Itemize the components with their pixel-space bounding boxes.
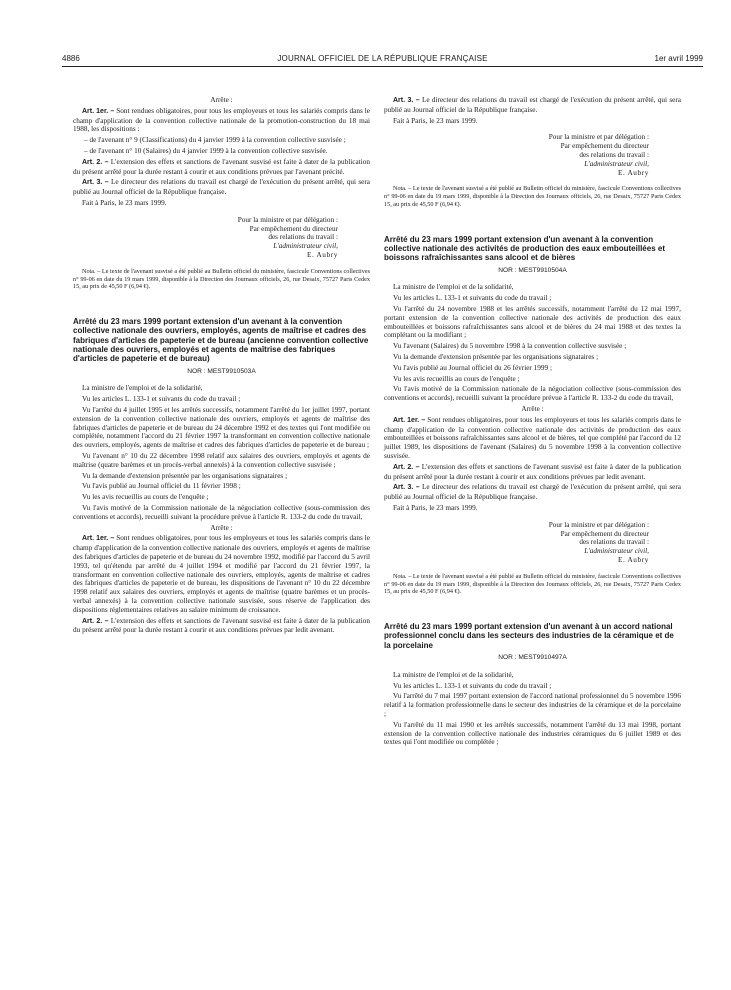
article-paragraph bbox=[384, 463, 681, 482]
fait-line: Fait à Paris, le 23 mars 1999. bbox=[393, 116, 478, 125]
decree-title: Arrêté du 23 mars 1999 portant extension d'un avenant à la convention collective nationale des activités de production des eaux embouteillées et boissons rafraîchissantes sans alcool et de bières bbox=[384, 234, 665, 263]
signature-name: E. Aubry bbox=[618, 168, 649, 177]
decree-title: Arrêté du 23 mars 1999 portant extension d'un avenant à la convention collective nationale des ouvriers, employés, agents de maîtrise et cadres des fabriques d'articles de papeterie et de bureau (ancienne convention collective nationale des ouvriers, employés et agents de maîtrise des fabriques d'articles de papeterie et de bureau) bbox=[73, 317, 369, 364]
body-paragraph: Vu l'avenant (Salaires) du 5 novembre 1998 à la convention collective susvisée ; bbox=[393, 342, 627, 351]
signature-line: L'administrateur civil, bbox=[584, 547, 649, 556]
body-paragraph: Vu les avis recueillis au cours de l'enquête ; bbox=[82, 493, 209, 502]
article-label: Art. 3. – bbox=[393, 97, 420, 104]
left-column bbox=[73, 96, 370, 637]
body-paragraph: Vu l'avis publié au Journal officiel du 11 février 1998 ; bbox=[82, 482, 241, 491]
body-paragraph: Vu la demande d'extension présentée par les organisations signataires ; bbox=[393, 353, 599, 362]
article-paragraph bbox=[73, 178, 370, 197]
article-label: Art. 2. – bbox=[82, 617, 109, 625]
page-number: 4886 bbox=[62, 54, 80, 63]
body-paragraph: Vu l'arrêté du 24 novembre 1988 et les arrêtés successifs, notamment l'arrêté du 12 mai 1997, portant extension de la convention collective nationale des activités de production des eaux embouteillées et boissons rafraîchissantes sans alcool et de bières du 24 mai 1988 et des textes la complétant ou la modifiant ; bbox=[384, 305, 681, 340]
body-paragraph: Vu les articles L. 133-1 et suivants du code du travail ; bbox=[82, 395, 241, 404]
article-paragraph bbox=[384, 96, 681, 115]
nor-reference: NOR : MEST9910497A bbox=[498, 654, 567, 662]
nota-note: Nota. – Le texte de l'avenant susvisé a été publié au Bulletin officiel du ministère, fascicule Conventions collectives n° 99-06 en date du 19 mars 1999, disponible à la Direction des Journaux officiels, 26, rue Desaix, 75727 Paris Cedex 15, au prix de 45,50 F (6,94 €). bbox=[384, 185, 681, 208]
article-paragraph bbox=[73, 534, 370, 614]
nota-note: Nota. – Le texte de l'avenant susvisé a été publié au Bulletin officiel du ministère, fascicule Conventions collectives n° 99-06 en date du 19 mars 1999, disponible à la Direction des Journaux officiels, 26, rue Desaix, 75727 Paris Cedex 15, au prix de 45,50 F (6,94 €). bbox=[73, 267, 370, 291]
list-item: – de l'avenant n° 10 (Salaires) du 4 janvier 1999 à la convention collective susvisée. bbox=[84, 146, 328, 155]
article-paragraph bbox=[73, 107, 370, 134]
body-paragraph: Vu l'arrêté du 4 juillet 1995 et les arrêtés successifs, notamment l'arrêté du 1er juillet 1997, portant extension de la convention collective nationale des ouvriers, employés et agents de maîtrise des fabriques d'articles de papeterie et de bureau du 24 décembre 1992 et des textes qui l'ont modifiée ou complétée, notamment l'accord du 21 février 1997 la transformant en convention collective nationale des ouvriers, employés, agents de maîtrise et cadres des fabriques d'articles de papeterie et de bureau ; bbox=[73, 406, 370, 450]
article-text: L'extension des effets et sanctions de l'avenant susvisé est faite à dater de la publication du présent arrêté pour la durée restant à courir et aux conditions prévues par ledit avenant. bbox=[384, 462, 682, 481]
body-paragraph: La ministre de l'emploi et de la solidarité, bbox=[393, 670, 514, 679]
fait-line: Fait à Paris, le 23 mars 1999. bbox=[82, 198, 167, 207]
signature-line: Pour la ministre et par délégation : bbox=[237, 215, 338, 224]
signature-line: des relations du travail : bbox=[579, 150, 649, 159]
body-paragraph: Vu la demande d'extension présentée par les organisations signataires ; bbox=[82, 471, 288, 480]
signature-line: Par empêchement du directeur bbox=[560, 529, 649, 538]
signature-line: L'administrateur civil, bbox=[273, 242, 338, 251]
signature-name: E. Aubry bbox=[618, 555, 649, 564]
header-rule bbox=[62, 66, 703, 67]
article-label: Art. 1er. – bbox=[393, 416, 426, 424]
signature-line: Par empêchement du directeur bbox=[560, 142, 649, 151]
journal-title: JOURNAL OFFICIEL DE LA RÉPUBLIQUE FRANÇAISE bbox=[277, 54, 488, 63]
body-paragraph: Vu l'arrêté du 11 mai 1990 et les arrêtés successifs, notamment l'arrêté du 13 mai 1998, portant extension de la convention collective nationale des industries céramiques du 6 juillet 1989 et des textes qui l'ont modifiée ou complétée ; bbox=[384, 720, 681, 747]
article-label: Art. 3. – bbox=[393, 484, 420, 492]
body-paragraph: La ministre de l'emploi et de la solidarité, bbox=[82, 384, 203, 393]
article-text: Le directeur des relations du travail est chargé de l'exécution du présent arrêté, qui sera publié au Journal officiel de la République française. bbox=[384, 483, 681, 502]
body-paragraph: La ministre de l'emploi et de la solidarité, bbox=[393, 283, 514, 292]
article-label: Art. 2. – bbox=[82, 158, 109, 166]
arrete-heading: Arrête : bbox=[521, 405, 544, 414]
nor-reference: NOR : MEST9910503A bbox=[187, 367, 256, 375]
body-paragraph: Vu l'avenant n° 10 du 22 décembre 1998 relatif aux salaires des ouvriers, employés et agents de maîtrise (quatre barèmes et un procès-verbal annexés) à la convention collective susvisée ; bbox=[73, 452, 370, 469]
article-text: L'extension des effets et sanctions de l'avenant susvisé est faite à dater de la publication du présent arrêté pour la durée restant à courir et aux conditions prévues par ledit avenant. bbox=[73, 616, 371, 635]
signature-line: Pour la ministre et par délégation : bbox=[548, 133, 649, 142]
article-text: L'extension des effets et sanctions de l'avenant susvisé est faite à dater de la publication du présent arrêté pour la durée restant à courir et aux conditions prévues par l'avenant précité. bbox=[73, 157, 371, 176]
article-text: Le directeur des relations du travail est chargé de l'exécution du présent arrêté, qui sera publié au Journal officiel de la République française. bbox=[384, 96, 681, 114]
signature-line: des relations du travail : bbox=[579, 538, 649, 547]
body-paragraph: Vu l'arrêté du 7 mai 1997 portant extension de l'accord national professionnel du 5 novembre 1996 relatif à la formation professionnelle dans le secteur des industries de la céramique et de la porcelaine ; bbox=[384, 692, 681, 719]
article-paragraph bbox=[384, 483, 681, 502]
article-paragraph bbox=[73, 158, 370, 177]
arrete-heading: Arrête : bbox=[210, 96, 233, 104]
decree-title: Arrêté du 23 mars 1999 portant extension d'un avenant à un accord national professionnel conclu dans les secteurs des industries de la céramique et de la porcelaine bbox=[384, 622, 674, 650]
article-text: Le directeur des relations du travail est chargé de l'exécution du présent arrêté, qui sera publié au Journal officiel de la République française. bbox=[73, 178, 370, 197]
signature-line: Par empêchement du directeur bbox=[249, 224, 338, 233]
signature-name: E. Aubry bbox=[307, 250, 338, 259]
body-paragraph: Vu les avis recueillis au cours de l'enquête ; bbox=[393, 374, 520, 383]
article-label: Art. 1er. – bbox=[82, 535, 115, 543]
signature-block bbox=[73, 216, 370, 260]
signature-line: Pour la ministre et par délégation : bbox=[548, 520, 649, 529]
article-text: Sont rendues obligatoires, pour tous les employeurs et tous les salariés compris dans le champ d'application de la convention collective nationale des activités de production des eaux embouteillées et boissons rafraîchissantes sans alcool et de bières, tel que complété par l'accord du 12 juillet 1989, les dispositions de l'avenant (Salaires) du 5 novembre 1998 à la convention collective susvisée. bbox=[384, 415, 681, 460]
article-label: Art. 3. – bbox=[82, 179, 109, 187]
body-paragraph: Vu l'avis motivé de la Commission nationale de la négociation collective (sous-commission des conventions et accords), recueilli suivant la procédure prévue à l'article R. 133-2 du code du travail, bbox=[73, 503, 370, 521]
body-paragraph: Vu les articles L. 133-1 et suivants du code du travail ; bbox=[393, 294, 552, 303]
signature-line: des relations du travail : bbox=[268, 233, 338, 242]
nota-note: Nota. – Le texte de l'avenant susvisé a été publié au Bulletin officiel du ministère, fascicule Conventions collectives n° 99-06 en date du 19 mars 1999, disponible à la Direction des Journaux officiels, 26, rue Desaix, 75727 Paris Cedex 15, au prix de 45,50 F (6,94 €). bbox=[384, 572, 681, 596]
article-paragraph bbox=[73, 617, 370, 636]
article-text: Sont rendues obligatoires, pour tous les employeurs et tous les salariés compris dans le champ d'application de la convention collective nationale des ouvriers, employés et agents de maîtrise des fabriques d'articles de papeterie et de bureau du 24 novembre 1992, modifié par l'accord du 5 avril 1993, tel qu'étendu par arrêté du 4 juillet 1994 et modifié par l'accord du 21 février 1997, la transformant en convention collective nationale des ouvriers, employés, agents de maîtrise et cadres des fabriques d'articles de papeterie et de bureau, les dispositions de l'avenant n° 10 du 22 décembre 1998 relatif aux salaires des ouvriers, employés et agents de maîtrise (quatre barèmes et un procès-verbal annexés) à la convention collective nationale susvisée, sous réserve de l'application des dispositions réglementaires relatives au salaire minimum de croissance. bbox=[73, 534, 370, 614]
right-column bbox=[384, 96, 681, 749]
fait-line: Fait à Paris, le 23 mars 1999. bbox=[393, 503, 478, 512]
body-paragraph: Vu les articles L. 133-1 et suivants du code du travail ; bbox=[393, 681, 552, 690]
arrete-heading: Arrête : bbox=[210, 523, 233, 532]
signature-line: L'administrateur civil, bbox=[584, 159, 649, 168]
body-paragraph: Vu l'avis publié au Journal officiel du 26 février 1999 ; bbox=[393, 363, 552, 372]
list-item: – de l'avenant n° 9 (Classifications) du 4 janvier 1999 à la convention collective susvisée ; bbox=[84, 136, 346, 145]
body-paragraph: Vu l'avis motivé de la Commission nationale de la négociation collective (sous-commission des conventions et accords), recueilli suivant la procédure prévue à l'article R. 133-2 du code du travail, bbox=[384, 385, 681, 403]
article-text: Sont rendues obligatoires, pour tous les employeurs et tous les salariés compris dans le champ d'application de la convention collective nationale de la promotion-construction du 18 mai 1988, les dispositions : bbox=[73, 106, 370, 134]
article-paragraph bbox=[384, 416, 681, 461]
article-label: Art. 2. – bbox=[393, 463, 420, 471]
signature-block bbox=[384, 521, 681, 565]
nor-reference: NOR : MEST9910504A bbox=[498, 266, 567, 274]
issue-date: 1er avril 1999 bbox=[654, 54, 703, 63]
article-label: Art. 1er. – bbox=[82, 107, 115, 115]
signature-block bbox=[384, 133, 681, 177]
